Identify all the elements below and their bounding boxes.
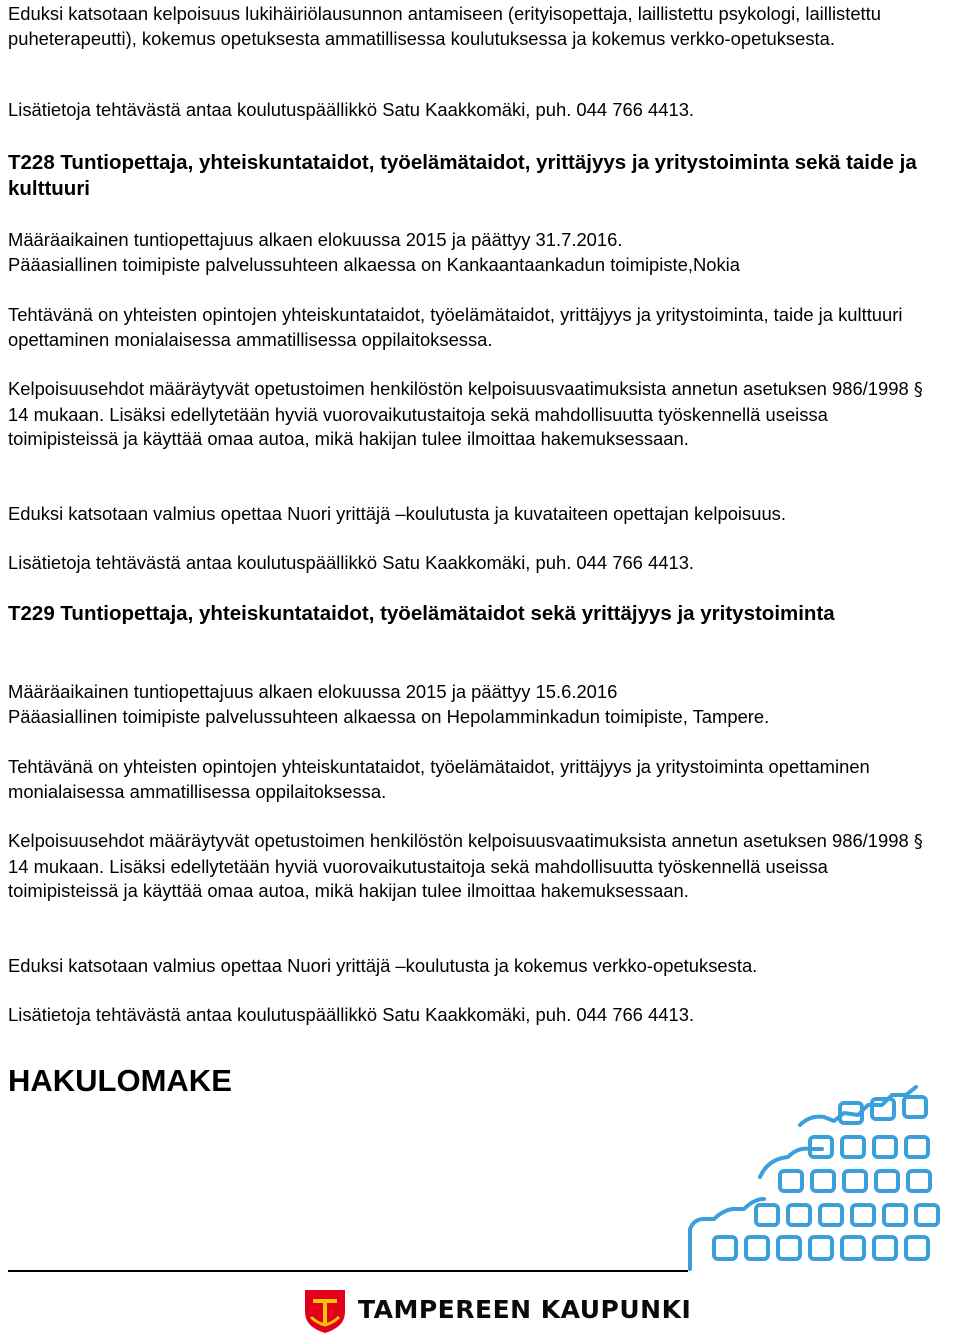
footer-rule [8, 1270, 688, 1272]
brand-name: TAMPEREEN KAUPUNKI [358, 1295, 692, 1324]
t229-qualifications: Kelpoisuusehdot määräytyvät opetustoimen henkilöstön kelpoisuusvaatimuksista annetun asetuksen 986/1998 § 14 mukaan. Lisäksi edellytetään hyviä vuorovaikutustaitoja sekä mahdollisuutta työskennellä useissa toimipisteissä ja käyttää omaa autoa, mikä hakijan tulee ilmoittaa hakemuksessaan. [8, 830, 923, 901]
t228-task: Tehtävänä on yhteisten opintojen yhteiskuntataidot, työelämätaidot, yrittäjyys ja yritystoiminta, taide ja kulttuuri opettaminen monialaisessa ammatillisessa oppilaitoksessa. [8, 304, 903, 350]
coat-of-arms-icon [302, 1287, 348, 1335]
t229-location: Pääasiallinen toimipiste palvelussuhteen alkaessa on Hepolamminkadun toimipiste, Tampere. [8, 706, 770, 727]
t228-duration: Määräaikainen tuntiopettajuus alkaen elokuussa 2015 ja päättyy 31.7.2016. [8, 229, 623, 250]
intro-contact: Lisätietoja tehtävästä antaa koulutuspäällikkö Satu Kaakkomäki, puh. 044 766 4413. [8, 99, 695, 120]
t229-title: T229 Tuntiopettaja, yhteiskuntataidot, työelämätaidot sekä yrittäjyys ja yritystoiminta [8, 602, 835, 625]
t229-duration: Määräaikainen tuntiopettajuus alkaen elokuussa 2015 ja päättyy 15.6.2016 [8, 681, 618, 702]
t229-merit: Eduksi katsotaan valmius opettaa Nuori yrittäjä –koulutusta ja kokemus verkko-opetuksesta. [8, 955, 758, 976]
t228-title: T228 Tuntiopettaja, yhteiskuntataidot, työelämätaidot, yrittäjyys ja yritystoiminta sekä taide ja kulttuuri [8, 151, 917, 200]
t229-contact: Lisätietoja tehtävästä antaa koulutuspäällikkö Satu Kaakkomäki, puh. 044 766 4413. [8, 1004, 695, 1025]
city-brand [302, 1287, 692, 1337]
t228-location: Pääasiallinen toimipiste palvelussuhteen alkaessa on Kankaantaankadun toimipiste,Nokia [8, 254, 740, 275]
building-pattern-graphic [660, 1085, 950, 1275]
t228-qualifications: Kelpoisuusehdot määräytyvät opetustoimen henkilöstön kelpoisuusvaatimuksista annetun asetuksen 986/1998 § 14 mukaan. Lisäksi edellytetään hyviä vuorovaikutustaitoja sekä mahdollisuutta työskennellä useissa toimipisteissä ja käyttää omaa autoa, mikä hakijan tulee ilmoittaa hakemuksessaan. [8, 378, 923, 449]
form-heading: HAKULOMAKE [8, 1063, 232, 1098]
section-sign: § [913, 379, 923, 400]
t229-task: Tehtävänä on yhteisten opintojen yhteiskuntataidot, työelämätaidot, yrittäjyys ja yritystoiminta opettaminen monialaisessa ammatillisessa oppilaitoksessa. [8, 756, 870, 802]
t228-contact: Lisätietoja tehtävästä antaa koulutuspäällikkö Satu Kaakkomäki, puh. 044 766 4413. [8, 552, 695, 573]
section-sign: § [913, 831, 923, 852]
t228-merit: Eduksi katsotaan valmius opettaa Nuori yrittäjä –koulutusta ja kuvataiteen opettajan kelpoisuus. [8, 503, 786, 524]
intro-paragraph: Eduksi katsotaan kelpoisuus lukihäiriölausunnon antamiseen (erityisopettaja, laillistettu psykologi, laillistettu puheterapeutti), kokemus opetuksesta ammatillisessa koulutuksessa ja kokemus verkko-opetuksesta. [8, 3, 882, 49]
